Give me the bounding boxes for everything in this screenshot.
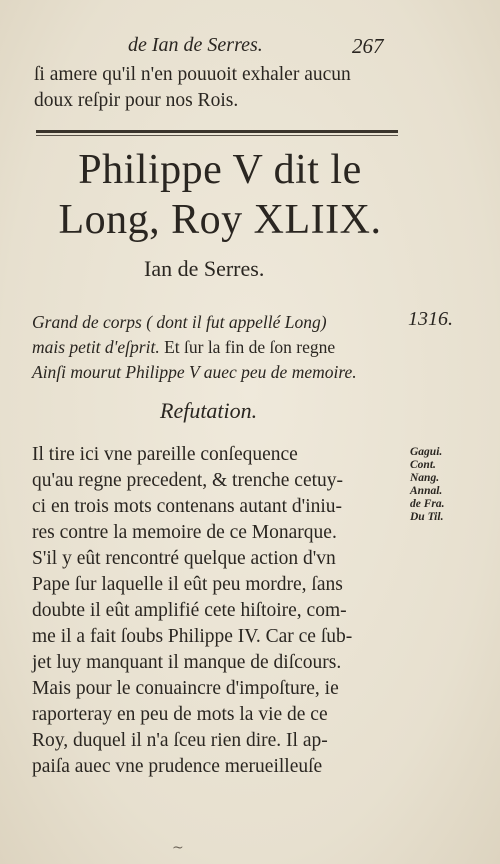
margin-note: Annal. <box>410 485 443 497</box>
margin-note: Nang. <box>410 472 440 484</box>
page-number: 267 <box>352 34 384 58</box>
running-title: de Ian de Serres. <box>128 34 263 56</box>
body-line: res contre la memoire de ce Monarque. <box>32 522 337 543</box>
body-line: qu'au regne precedent, & trenche cetuy- <box>32 470 344 491</box>
quote-line-2 <box>32 337 335 358</box>
body-line: Il tire ici vne pareille conſequence <box>32 444 298 465</box>
section-title: Refutation. <box>160 398 258 423</box>
body-line: me il a fait ſoubs Philippe IV. Car ce ſub- <box>32 626 353 647</box>
margin-year: 1316. <box>408 308 453 330</box>
body-line: raporteray en peu de mots la vie de ce <box>32 704 328 725</box>
body-line: Mais pour le conuaincre d'impoſture, ie <box>32 678 339 699</box>
margin-note: Du Til. <box>410 511 444 523</box>
body-line: paiſa auec vne prudence merueilleuſe <box>32 756 323 777</box>
body-line: S'il y eût rencontré quelque action d'vn <box>32 548 336 569</box>
margin-note: Gagui. <box>410 446 443 458</box>
margin-note: Cont. <box>410 459 436 471</box>
chapter-heading-line-2: Long, Roy XLIIX. <box>58 197 382 243</box>
body-line: jet luy manquant il manque de diſcours. <box>32 652 342 673</box>
running-head <box>0 34 500 62</box>
carryover-line-1: ſi amere qu'il n'en pouuoit exhaler aucun <box>34 64 351 85</box>
carryover-line-2: doux reſpir pour nos Rois. <box>34 90 239 111</box>
quote-line-3: Ainſi mourut Philippe V auec peu de memoire. <box>32 362 357 382</box>
paper-flourish-mark: ~ <box>172 840 184 856</box>
chapter-heading-line-1: Philippe V dit le <box>78 147 362 193</box>
margin-note: de Fra. <box>410 498 445 510</box>
author-subheading: Ian de Serres. <box>144 256 265 281</box>
margin-notes <box>410 446 470 524</box>
body-line: Roy, duquel il n'a ſceu rien dire. Il ap- <box>32 730 328 751</box>
quote-line-1: Grand de corps ( dont il fut appellé Long) <box>32 312 327 332</box>
body-line: Pape ſur laquelle il eût peu mordre, ſans <box>32 574 343 595</box>
divider-rule <box>36 130 398 133</box>
quote-line-2-roman: Et ſur la fin de ſon regne <box>159 337 336 357</box>
body-line: ci en trois mots contenans autant d'iniu- <box>32 496 343 517</box>
body-line: doubte il eût amplifié cete hiſtoire, com- <box>32 600 347 621</box>
quote-line-2-italic: mais petit d'eſprit. <box>32 337 160 357</box>
